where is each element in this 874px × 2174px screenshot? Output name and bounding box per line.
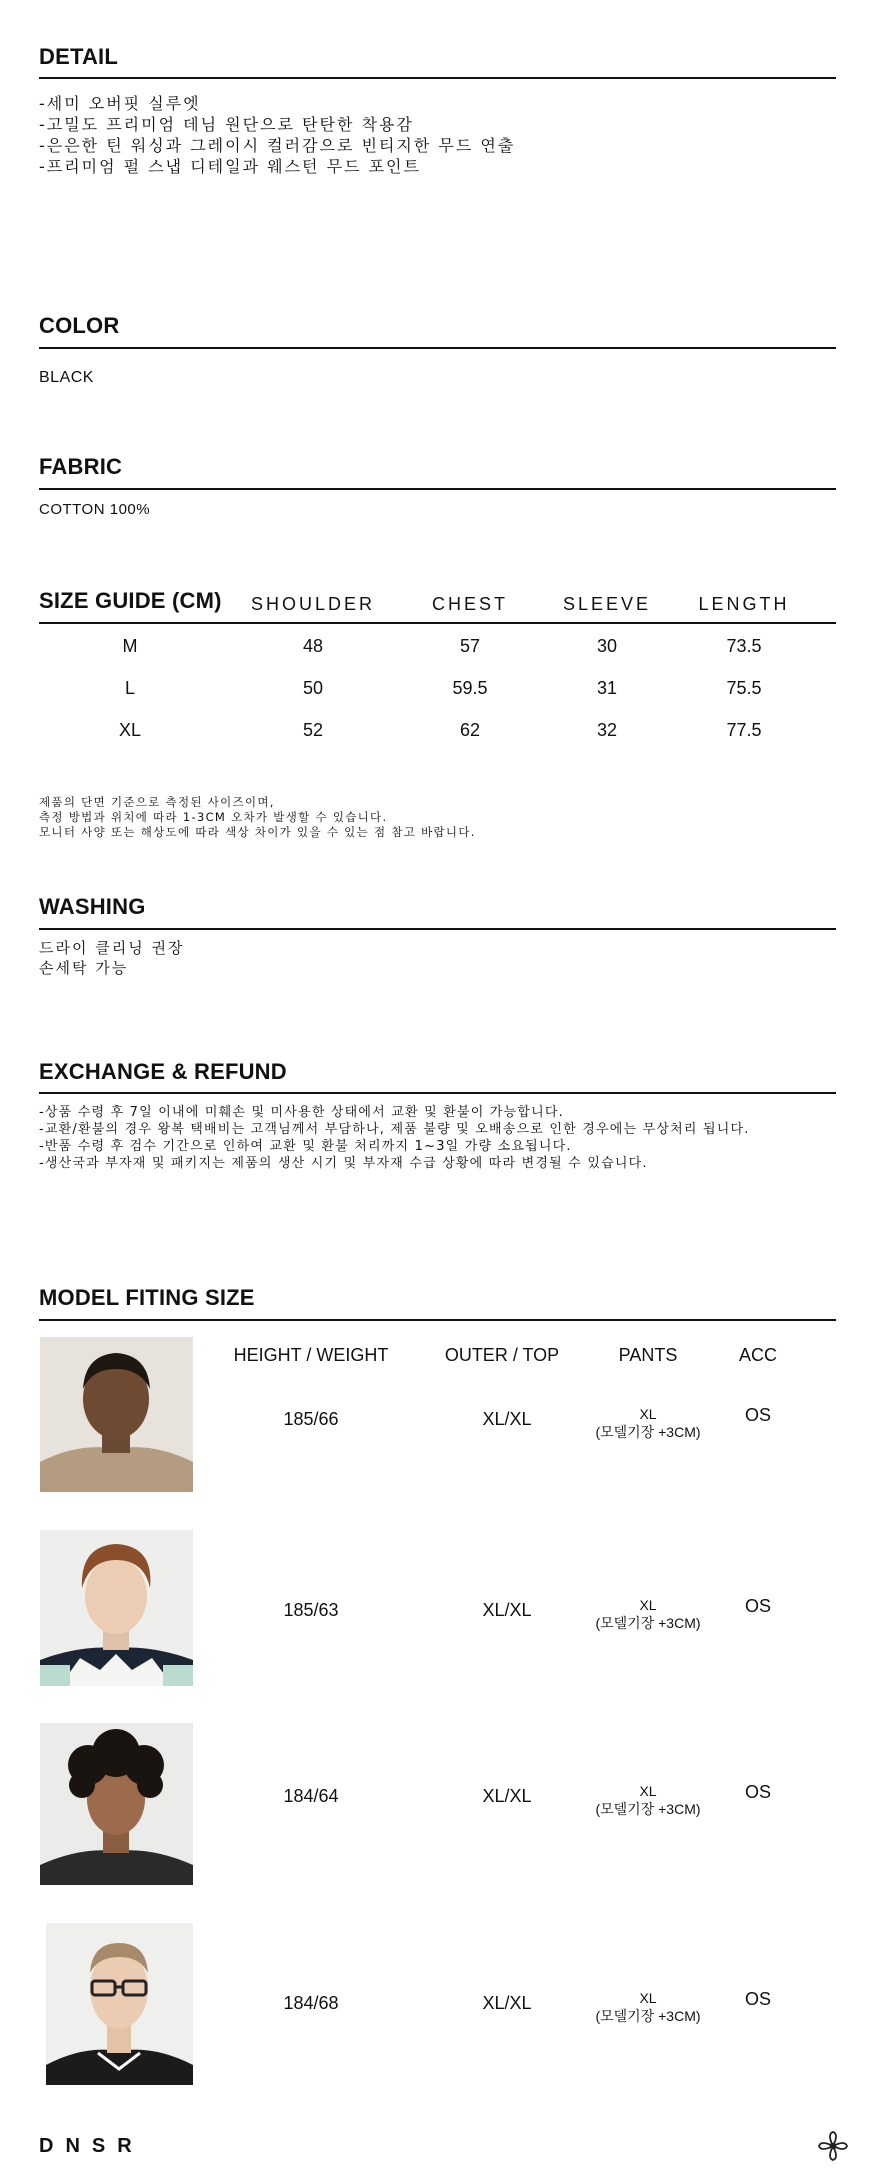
exchange-line: -생산국과 부자재 및 패키지는 제품의 생산 시기 및 부자재 수급 상황에 따라 변경될 수 있습니다. [39,1156,648,1171]
model-col-pants: PANTS [618,1345,678,1365]
brand-logo: DNSR [39,2135,144,2157]
size-notes [39,795,476,840]
exchange-line: -반품 수령 후 검수 기간으로 인하여 교환 및 환불 처리까지 1~3일 가량 소요됩니다. [39,1139,572,1154]
model-photo [40,1530,193,1686]
model-outer-top: XL/XL [482,1786,532,1806]
detail-line: -고밀도 프리미엄 데님 원단으로 탄탄한 착용감 [39,115,414,134]
exchange-line: -교환/환불의 경우 왕복 택배비는 고객님께서 부담하나, 제품 불량 및 오배송으로 인한 경우에는 무상처리 됩니다. [39,1122,750,1137]
washing-title: WASHING [39,894,146,919]
model-pants-size: XL [639,1597,657,1613]
color-title: COLOR [39,313,120,338]
fabric-title: FABRIC [39,454,123,479]
exchange-title: EXCHANGE & REFUND [39,1059,287,1084]
size-value: 48 [302,636,324,656]
detail-list [39,93,515,177]
washing-divider [39,928,836,930]
fabric-value: COTTON 100% [39,501,151,518]
model-height-weight: 185/66 [283,1409,339,1429]
model-outer-top: XL/XL [482,1600,532,1620]
size-col-chest: CHEST [431,594,508,614]
washing-line: 드라이 클리닝 권장 [39,939,185,957]
exchange-divider [39,1092,836,1094]
model-height-weight: 184/64 [283,1786,339,1806]
model-photo [46,1923,193,2085]
size-guide-title: SIZE GUIDE (CM) [39,588,222,613]
size-value: 31 [596,678,618,698]
detail-line: -세미 오버핏 실루엣 [39,94,201,113]
model-acc: OS [744,1782,771,1802]
model-pants-size: XL [639,1783,657,1799]
size-value: 52 [302,720,324,740]
washing-list [39,938,184,978]
size-value: 77.5 [726,720,762,740]
size-label: L [124,678,135,698]
model-pants-note: (모델기장 +3CM) [595,1615,701,1631]
detail-line: -은은한 틴 워싱과 그레이시 컬러감으로 빈티지한 무드 연출 [39,136,516,155]
model-outer-top: XL/XL [482,1409,532,1429]
model-acc: OS [744,1405,771,1425]
model-col-acc: ACC [738,1345,777,1365]
model-pants-note: (모델기장 +3CM) [595,2008,701,2024]
size-note-line: 측정 방법과 위치에 따라 1-3CM 오차가 발생할 수 있습니다. [39,810,388,824]
exchange-list [39,1104,750,1172]
size-value: 30 [596,636,618,656]
size-value: 75.5 [726,678,762,698]
model-pants-size: XL [639,1406,657,1422]
size-label: M [122,636,138,656]
brand-emblem-icon [815,2128,851,2164]
detail-title: DETAIL [39,44,119,69]
size-guide-divider [39,622,836,624]
model-acc: OS [744,1596,771,1616]
exchange-line: -상품 수령 후 7일 이내에 미훼손 및 미사용한 상태에서 교환 및 환불이 가능합니다. [39,1105,564,1120]
detail-line: -프리미엄 펄 스냅 디테일과 웨스턴 무드 포인트 [39,157,421,176]
size-value: 62 [459,720,481,740]
size-col-shoulder: SHOULDER [250,594,376,614]
model-title: MODEL FITING SIZE [39,1285,255,1310]
color-value: BLACK [39,369,94,386]
model-height-weight: 184/68 [283,1993,339,2013]
model-pants-size: XL [639,1990,657,2006]
model-col-outer-top: OUTER / TOP [444,1345,560,1365]
size-value: 50 [302,678,324,698]
size-value: 73.5 [726,636,762,656]
model-divider [39,1319,836,1321]
size-note-line: 제품의 단면 기준으로 측정된 사이즈이며, [39,795,275,809]
model-photo [40,1723,193,1885]
model-pants-note: (모델기장 +3CM) [595,1424,701,1440]
model-col-height-weight: HEIGHT / WEIGHT [233,1345,389,1365]
size-note-line: 모니터 사양 또는 해상도에 따라 색상 차이가 있을 수 있는 점 참고 바랍니다. [39,825,476,839]
model-height-weight: 185/63 [283,1600,339,1620]
fabric-divider [39,488,836,490]
color-divider [39,347,836,349]
model-photo [40,1337,193,1492]
size-value: 32 [596,720,618,740]
size-col-sleeve: SLEEVE [562,594,652,614]
model-acc: OS [744,1989,771,2009]
washing-line: 손세탁 가능 [39,959,129,977]
size-label: XL [118,720,142,740]
detail-divider [39,77,836,79]
model-pants-note: (모델기장 +3CM) [595,1801,701,1817]
size-col-length: LENGTH [698,594,790,614]
model-outer-top: XL/XL [482,1993,532,2013]
size-value: 59.5 [452,678,488,698]
size-value: 57 [459,636,481,656]
